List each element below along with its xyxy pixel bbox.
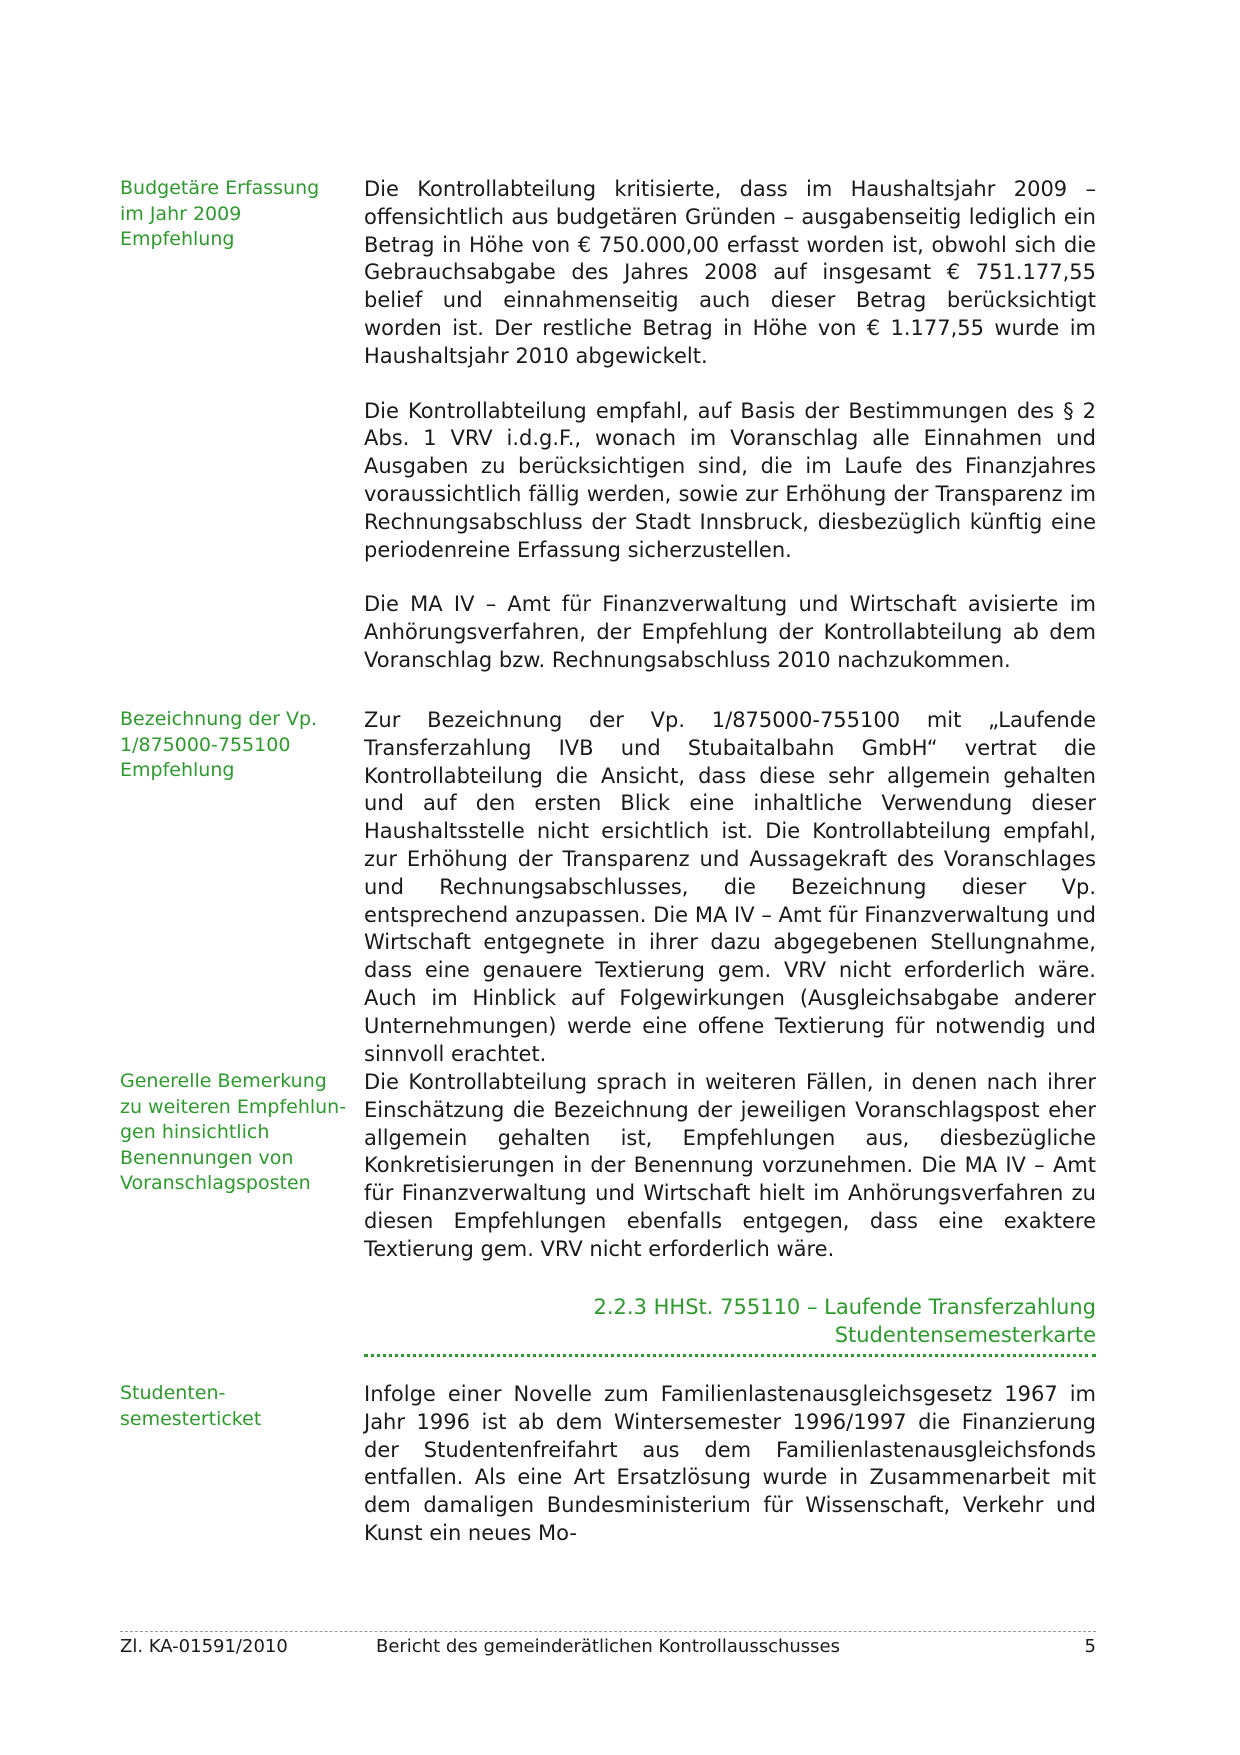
section-student-ticket-body bbox=[364, 1381, 1096, 1575]
margin-note-general-remark bbox=[120, 1069, 352, 1197]
paragraph: Die MA IV – Amt für Finanzverwaltung und Wirtschaft avisierte im Anhörungsverfahren, der Empfehlung der Kontrollabteilung ab dem Voranschlag bzw. Rechnungsabschluss 2010 nachzukommen. bbox=[364, 592, 1096, 672]
paragraph: Infolge einer Novelle zum Familienlastenausgleichsgesetz 1967 im Jahr 1996 ist ab dem Wintersemester 1996/1997 die Finanzierung der Studentenfreifahrt aus dem Familienlastenausgleichsfonds entfallen. Als eine Art Ersatzlösung wurde in Zusammenarbeit mit dem damaligen Bundesministerium für Wissenschaft, Verkehr und Kunst ein neues Mo- bbox=[364, 1382, 1096, 1545]
margin-note-line: zu weiteren Empfehlun- bbox=[120, 1095, 347, 1118]
page-footer bbox=[120, 1636, 1096, 1660]
paragraph: Die Kontrollabteilung empfahl, auf Basis der Bestimmungen des § 2 Abs. 1 VRV i.d.g.F., wonach im Voranschlag alle Einnahmen und Ausgaben zu berücksichtigen sind, die im Laufe des Finanzjahres voraussichtlich fällig werden, sowie zur Erhöhung der Transparenz im Rechnungsabschluss der Stadt Innsbruck, diesbezüglich künftig eine periodenreine Erfassung sicherzustellen. bbox=[364, 398, 1096, 562]
margin-note-line: semesterticket bbox=[120, 1407, 262, 1430]
margin-note-line: gen hinsichtlich bbox=[120, 1121, 270, 1143]
margin-note-line: 1/875000-755100 bbox=[120, 733, 291, 756]
margin-note-designation bbox=[120, 707, 352, 784]
heading-dotted-rule bbox=[364, 1354, 1096, 1357]
margin-note-line: Budgetäre Erfassung bbox=[120, 177, 320, 199]
footer-reference-number: Zl. KA-01591/2010 bbox=[120, 1636, 288, 1657]
heading-line: 2.2.3 HHSt. 755110 – Laufende Transferzahlung bbox=[593, 1295, 1096, 1319]
margin-note-line: im Jahr 2009 bbox=[120, 202, 242, 225]
heading-line: Studentensemesterkarte bbox=[834, 1323, 1096, 1347]
margin-note-line: Empfehlung bbox=[120, 759, 235, 781]
footer-page-number: 5 bbox=[1084, 1636, 1096, 1657]
margin-note-budget bbox=[120, 176, 352, 253]
paragraph: Zur Bezeichnung der Vp. 1/875000-755100 mit „Laufende Transferzahlung IVB und Stubaitalbahn GmbH“ vertrat die Kontrollabteilung die Ansicht, dass diese sehr allgemein gehalten und auf den ersten Blick eine inhaltliche Verwendung dieser Haushaltsstelle nicht ersichtlich ist. Die Kontrollabteilung empfahl, zur Erhöhung der Transparenz und Aussagekraft des Voranschlages und Rechnungsabschlusses, die Bezeichnung dieser Vp. entsprechend anzupassen. Die MA IV – Amt für Finanzverwaltung und Wirtschaft entgegnete in ihrer dazu abgegebenen Stellungnahme, dass eine genauere Textierung gem. VRV nicht erforderlich wäre. Auch im Hinblick auf Folgewirkungen (Ausgleichsabgabe anderer Unternehmungen) werde eine offene Textierung für notwendig und sinnvoll erachtet. bbox=[364, 708, 1096, 1066]
margin-note-line: Empfehlung bbox=[120, 228, 235, 250]
margin-note-line: Generelle Bemerkung bbox=[120, 1070, 327, 1092]
section-designation-body bbox=[364, 707, 1096, 1095]
margin-note-line: Bezeichnung der Vp. bbox=[120, 708, 318, 730]
footer-dashed-rule bbox=[120, 1631, 1096, 1632]
margin-note-line: Studenten- bbox=[120, 1382, 226, 1404]
margin-note-line: Benennungen von bbox=[120, 1146, 294, 1169]
paragraph: Die Kontrollabteilung kritisierte, dass im Haushaltsjahr 2009 – offensichtlich aus budgetären Gründen – ausgabenseitig lediglich ein Betrag in Höhe von € 750.000,00 erfasst worden ist, obwohl sich die Gebrauchsabgabe des Jahres 2008 auf insgesamt € 751.177,55 belief und einnahmenseitig auch dieser Betrag berücksichtigt worden ist. Der restliche Betrag in Höhe von € 1.177,55 wurde im Haushaltsjahr 2010 abgewickelt. bbox=[364, 177, 1096, 368]
margin-note-line: Voranschlagsposten bbox=[120, 1172, 311, 1194]
footer-report-title: Bericht des gemeinderätlichen Kontrollausschusses bbox=[375, 1636, 841, 1657]
section-general-remark-body bbox=[364, 1069, 1096, 1291]
margin-note-student-ticket bbox=[120, 1381, 352, 1432]
section-heading-2-2-3 bbox=[364, 1293, 1096, 1349]
section-budget-body bbox=[364, 176, 1096, 702]
paragraph: Die Kontrollabteilung sprach in weiteren Fällen, in denen nach ihrer Einschätzung die Bezeichnung der jeweiligen Voranschlagspost eher allgemein gehalten ist, Empfehlungen aus, diesbezügliche Konkretisierungen in der Benennung vorzunehmen. Die MA IV – Amt für Finanzverwaltung und Wirtschaft hielt im Anhörungsverfahren zu diesen Empfehlungen ebenfalls entgegen, dass eine exaktere Textierung gem. VRV nicht erforderlich wäre. bbox=[364, 1070, 1096, 1261]
